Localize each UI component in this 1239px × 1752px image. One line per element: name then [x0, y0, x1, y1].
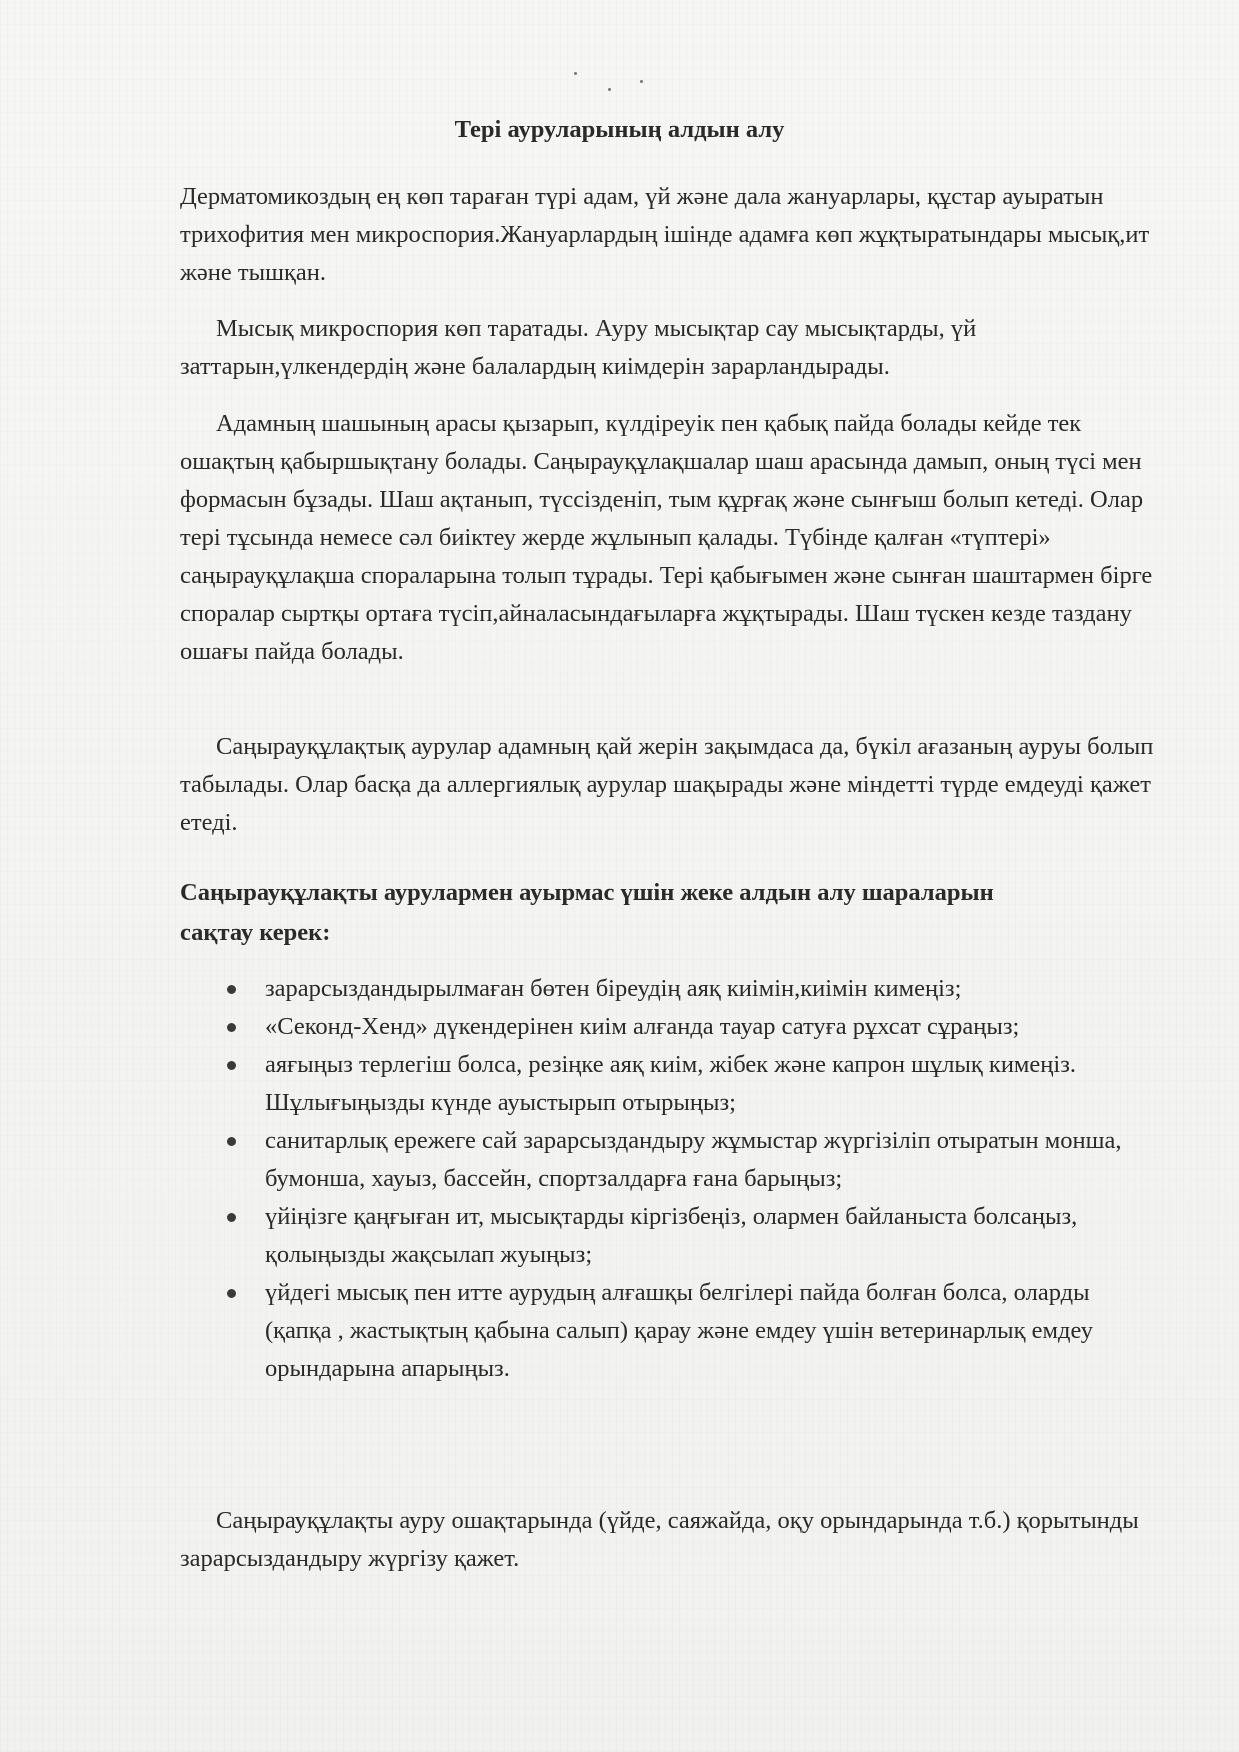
list-item: [225, 1008, 1160, 1046]
list-item: [225, 1122, 1160, 1198]
bullet-icon: [227, 1213, 236, 1222]
bullet-icon: [227, 1061, 236, 1070]
list-item-text: «Секонд-Хенд» дүкендерінен киім алғанда тауар сатуға рұхсат сұраңыз;: [265, 1013, 1020, 1040]
list-item: [225, 1198, 1160, 1274]
bullet-icon: [227, 1289, 236, 1298]
bullet-icon: [227, 1023, 236, 1032]
scan-speck: [574, 72, 577, 75]
list-item-text: санитарлық ережеге сай зарарсыздандыру жұмыстар жүргізіліп отыратын монша, бумонша, хауыз, бассейн, спортзалдарға ғана барыңыз;: [265, 1127, 1122, 1192]
list-item: [225, 1274, 1160, 1388]
closing-paragraph: Саңырауқұлақты ауру ошақтарында (үйде, саяжайда, оқу орындарында т.б.) қорытынды зарарсыздандыру жүргізу қажет.: [180, 1507, 1139, 1572]
list-item-text: зарарсыздандырылмаған бөтен біреудің аяқ киімін,киімін кимеңіз;: [265, 975, 962, 1002]
scan-speck: [608, 88, 611, 91]
document-title: Тері ауруларының алдын алу: [454, 116, 785, 143]
scan-speck: [640, 80, 643, 83]
list-item-text: үйіңізге қаңғыған ит, мысықтарды кіргізбеңіз, олармен байланыста болсаңыз, қолыңызды жақсылап жуыңыз;: [265, 1203, 1078, 1268]
section-heading: Саңырауқұлақты аурулармен ауырмас үшін жеке алдын алу шараларын сақтау керек:: [180, 879, 994, 946]
list-item: [225, 1046, 1160, 1122]
paragraph-2: Мысық микроспория көп таратады. Ауру мысықтар сау мысықтарды, үй заттарын,үлкендердің және балалардың киімдерін зарарландырады.: [180, 315, 977, 380]
list-item-text: аяғыңыз терлегіш болса, резіңке аяқ киім, жібек және капрон шұлық кимеңіз. Шұлығыңызды күнде ауыстырып отырыңыз;: [265, 1051, 1077, 1116]
paragraph-1: Дерматомикоздың ең көп тараған түрі адам, үй және дала жануарлары, құстар ауыратын трихофития мен микроспория.Жануарлардың ішінде адамға көп жұқтыратындары мысық,ит және тышқан.: [180, 183, 1150, 286]
prevention-list: [225, 970, 1160, 1388]
bullet-icon: [227, 1137, 236, 1146]
list-item-text: үйдегі мысық пен итте аурудың алғашқы белгілері пайда болған болса, оларды (қапқа , жастықтың қабына салып) қарау және емдеу үшін ветеринарлық емдеу орындарына апарыңыз.: [265, 1279, 1093, 1382]
paragraph-3: Адамның шашының арасы қызарып, күлдіреуік пен қабық пайда болады кейде тек ошақтың қабыршықтану болады. Саңырауқұлақшалар шаш арасында дамып, оның түсі мен формасын бұзады. Шаш ақтанып, түссізденіп, тым құрғақ және сынғыш болып кетеді. Олар тері тұсында немесе сәл биіктеу жерде жұлынып қалады. Түбінде қалған «түптері» саңырауқұлақша спораларына толып тұрады. Тері қабығымен және сынған шаштармен бірге споралар сыртқы ортаға түсіп,айналасындағыларға жұқтырады. Шаш түскен кезде таздану ошағы пайда болады.: [180, 410, 1153, 665]
list-item: [225, 970, 1160, 1008]
bullet-icon: [227, 985, 236, 994]
paragraph-4: Саңырауқұлақтық аурулар адамның қай жерін зақымдаса да, бүкіл ағазаның ауруы болып табылады. Олар басқа да аллергиялық аурулар шақырады және міндетті түрде емдеуді қажет етеді.: [180, 733, 1154, 836]
